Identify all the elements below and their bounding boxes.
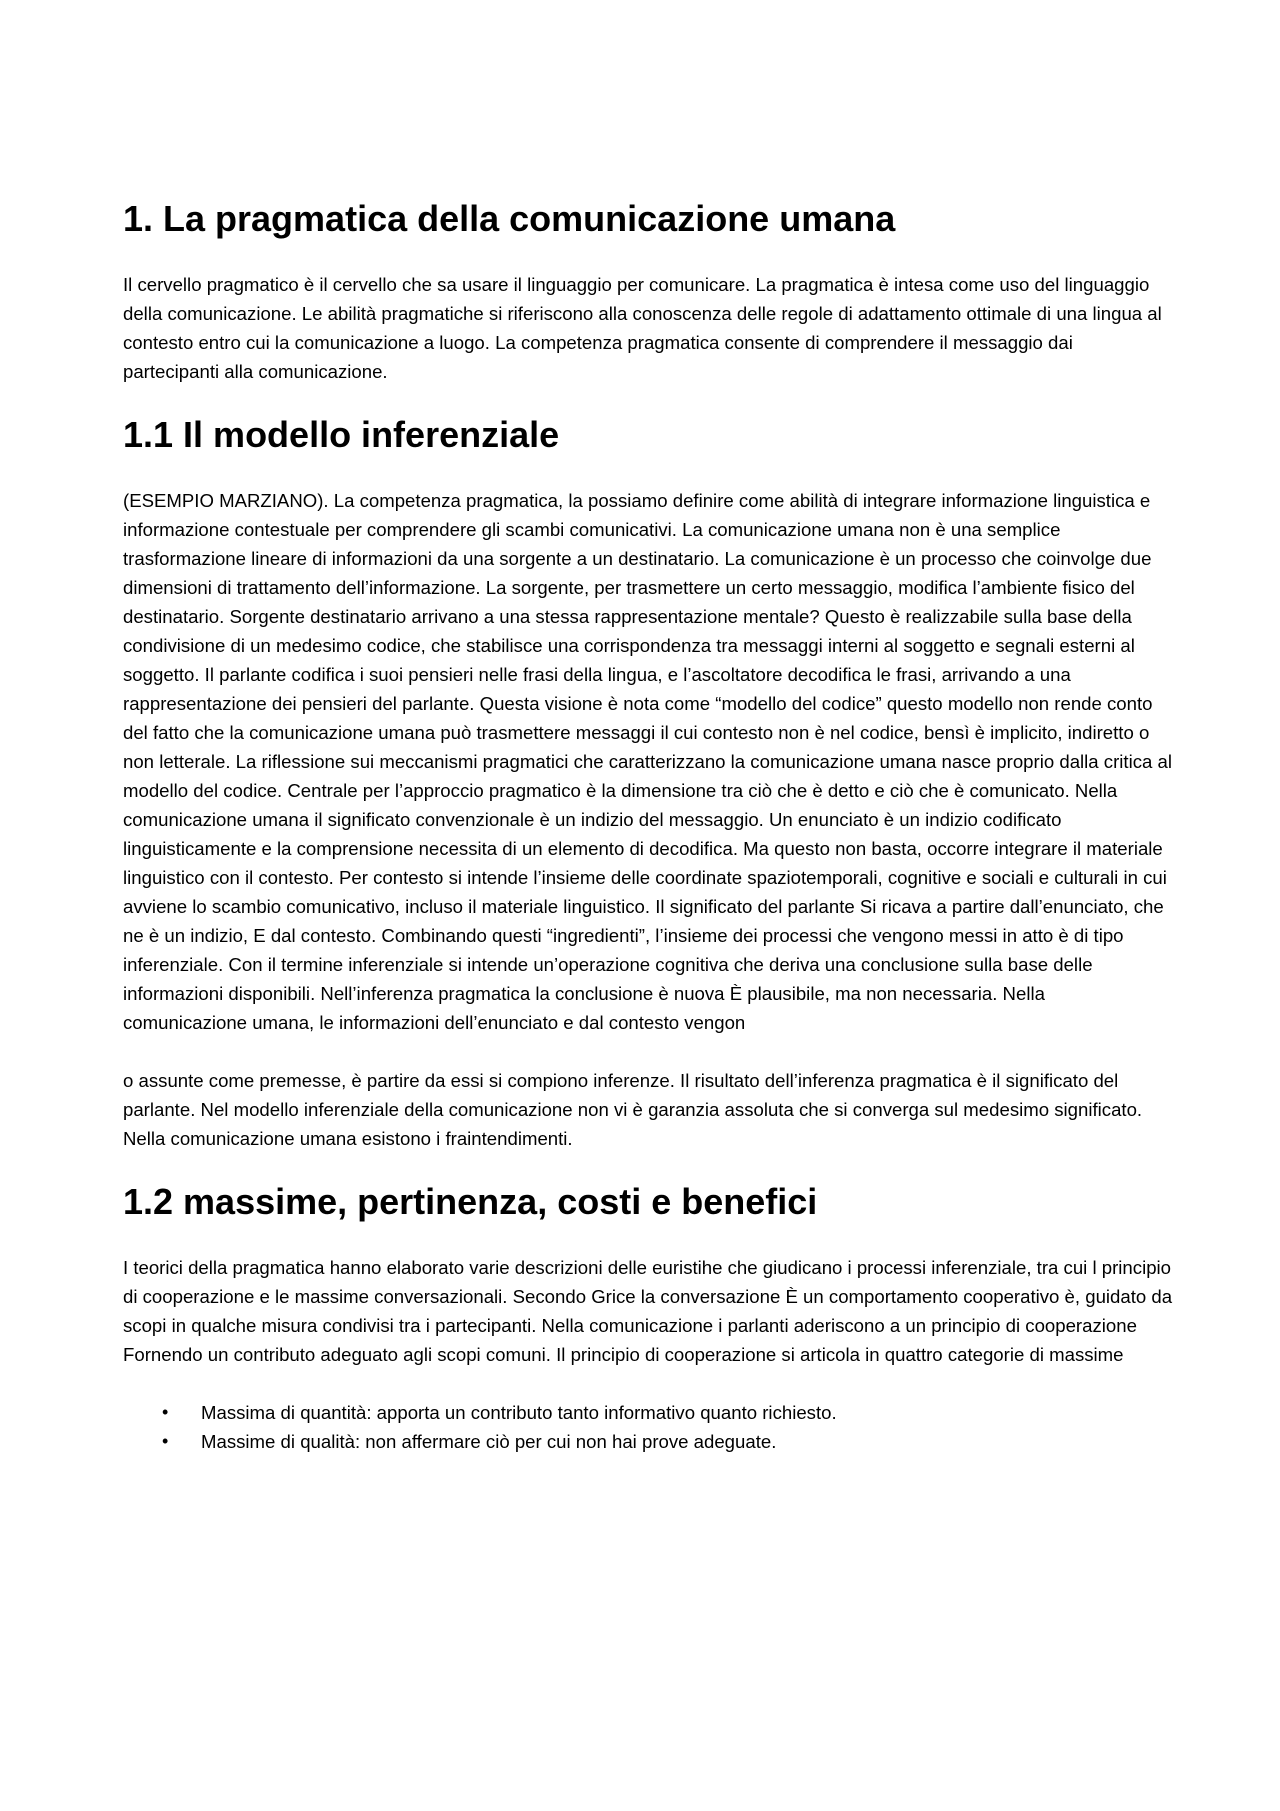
section-title-pragmatica: 1. La pragmatica della comunicazione umana bbox=[123, 198, 896, 239]
list-item bbox=[123, 1427, 1173, 1456]
bullet-icon: • bbox=[162, 1431, 169, 1451]
section-title-massime: 1.2 massime, pertinenza, costi e benefici bbox=[123, 1181, 818, 1222]
paragraph-modello-inferenziale-2: o assunte come premesse, è partire da essi si compiono inferenze. Il risultato dell’inferenza pragmatica è il significato del parlante. Nel modello inferenziale della comunicazione non vi è garanzia assoluta che si converga sul medesimo significato. Nella comunicazione umana esistono i fraintendimenti. bbox=[123, 1070, 1143, 1149]
list-item bbox=[123, 1398, 1173, 1427]
document-page bbox=[123, 196, 1173, 1456]
paragraph-intro: Il cervello pragmatico è il cervello che sa usare il linguaggio per comunicare. La pragmatica è intesa come uso del linguaggio della comunicazione. Le abilità pragmatiche si riferiscono alla conoscenza delle regole di adattamento ottimale di una lingua al contesto entro cui la comunicazione a luogo. La competenza pragmatica consente di comprendere il messaggio dai partecipanti alla comunicazione. bbox=[123, 274, 1162, 382]
maxims-list bbox=[123, 1398, 1173, 1456]
list-item-text: Massime di qualità: non affermare ciò per cui non hai prove adeguate. bbox=[201, 1431, 777, 1452]
section-title-modello-inferenziale: 1.1 Il modello inferenziale bbox=[123, 414, 560, 455]
paragraph-massime: I teorici della pragmatica hanno elaborato varie descrizioni delle euristihe che giudicano i processi inferenziale, tra cui l principio di cooperazione e le massime conversazionali. Secondo Grice la conversazione È un comportamento cooperativo è, guidato da scopi in qualche misura condivisi tra i partecipanti. Nella comunicazione i parlanti aderiscono a un principio di cooperazione Fornendo un contributo adeguato agli scopi comuni. Il principio di cooperazione si articola in quattro categorie di massime bbox=[123, 1257, 1173, 1365]
bullet-icon: • bbox=[162, 1402, 169, 1422]
list-item-text: Massima di quantità: apporta un contributo tanto informativo quanto richiesto. bbox=[201, 1402, 837, 1423]
paragraph-modello-inferenziale-1: (ESEMPIO MARZIANO). La competenza pragmatica, la possiamo definire come abilità di integrare informazione linguistica e informazione contestuale per comprendere gli scambi comunicativi. La comunicazione umana non è una semplice trasformazione lineare di informazioni da una sorgente a un destinatario. La comunicazione è un processo che coinvolge due dimensioni di trattamento dell’informazione. La sorgente, per trasmettere un certo messaggio, modifica l’ambiente fisico del destinatario. Sorgente destinatario arrivano a una stessa rappresentazione mentale? Questo è realizzabile sulla base della condivisione di un medesimo codice, che stabilisce una corrispondenza tra messaggi interni al soggetto e segnali esterni al soggetto. Il parlante codifica i suoi pensieri nelle frasi della lingua, e l’ascoltatore decodifica le frasi, arrivando a una rappresentazione dei pensieri del parlante. Questa visione è nota come “modello del codice” questo modello non rende conto del fatto che la comunicazione umana può trasmettere messaggi il cui contesto non è nel codice, bensì è implicito, indiretto o non letterale. La riflessione sui meccanismi pragmatici che caratterizzano la comunicazione umana nasce proprio dalla critica al modello del codice. Centrale per l’approccio pragmatico è la dimensione tra ciò che è detto e ciò che è comunicato. Nella comunicazione umana il significato convenzionale è un indizio del messaggio. Un enunciato è un indizio codificato linguisticamente e la comprensione necessita di un elemento di decodifica. Ma questo non basta, occorre integrare il materiale linguistico con il contesto. Per contesto si intende l’insieme delle coordinate spaziotemporali, cognitive e sociali e culturali in cui avviene lo scambio comunicativo, incluso il materiale linguistico. Il significato del parlante Si ricava a partire dall’enunciato, che ne è un indizio, E dal contesto. Combinando questi “ingredienti”, l’insieme dei processi che vengono messi in atto è di tipo inferenziale. Con il termine inferenziale si intende un’operazione cognitiva che deriva una conclusione sulla base delle informazioni disponibili. Nell’inferenza pragmatica la conclusione è nuova È plausibile, ma non necessaria. Nella comunicazione umana, le informazioni dell’enunciato e dal contesto vengon bbox=[123, 490, 1172, 1033]
